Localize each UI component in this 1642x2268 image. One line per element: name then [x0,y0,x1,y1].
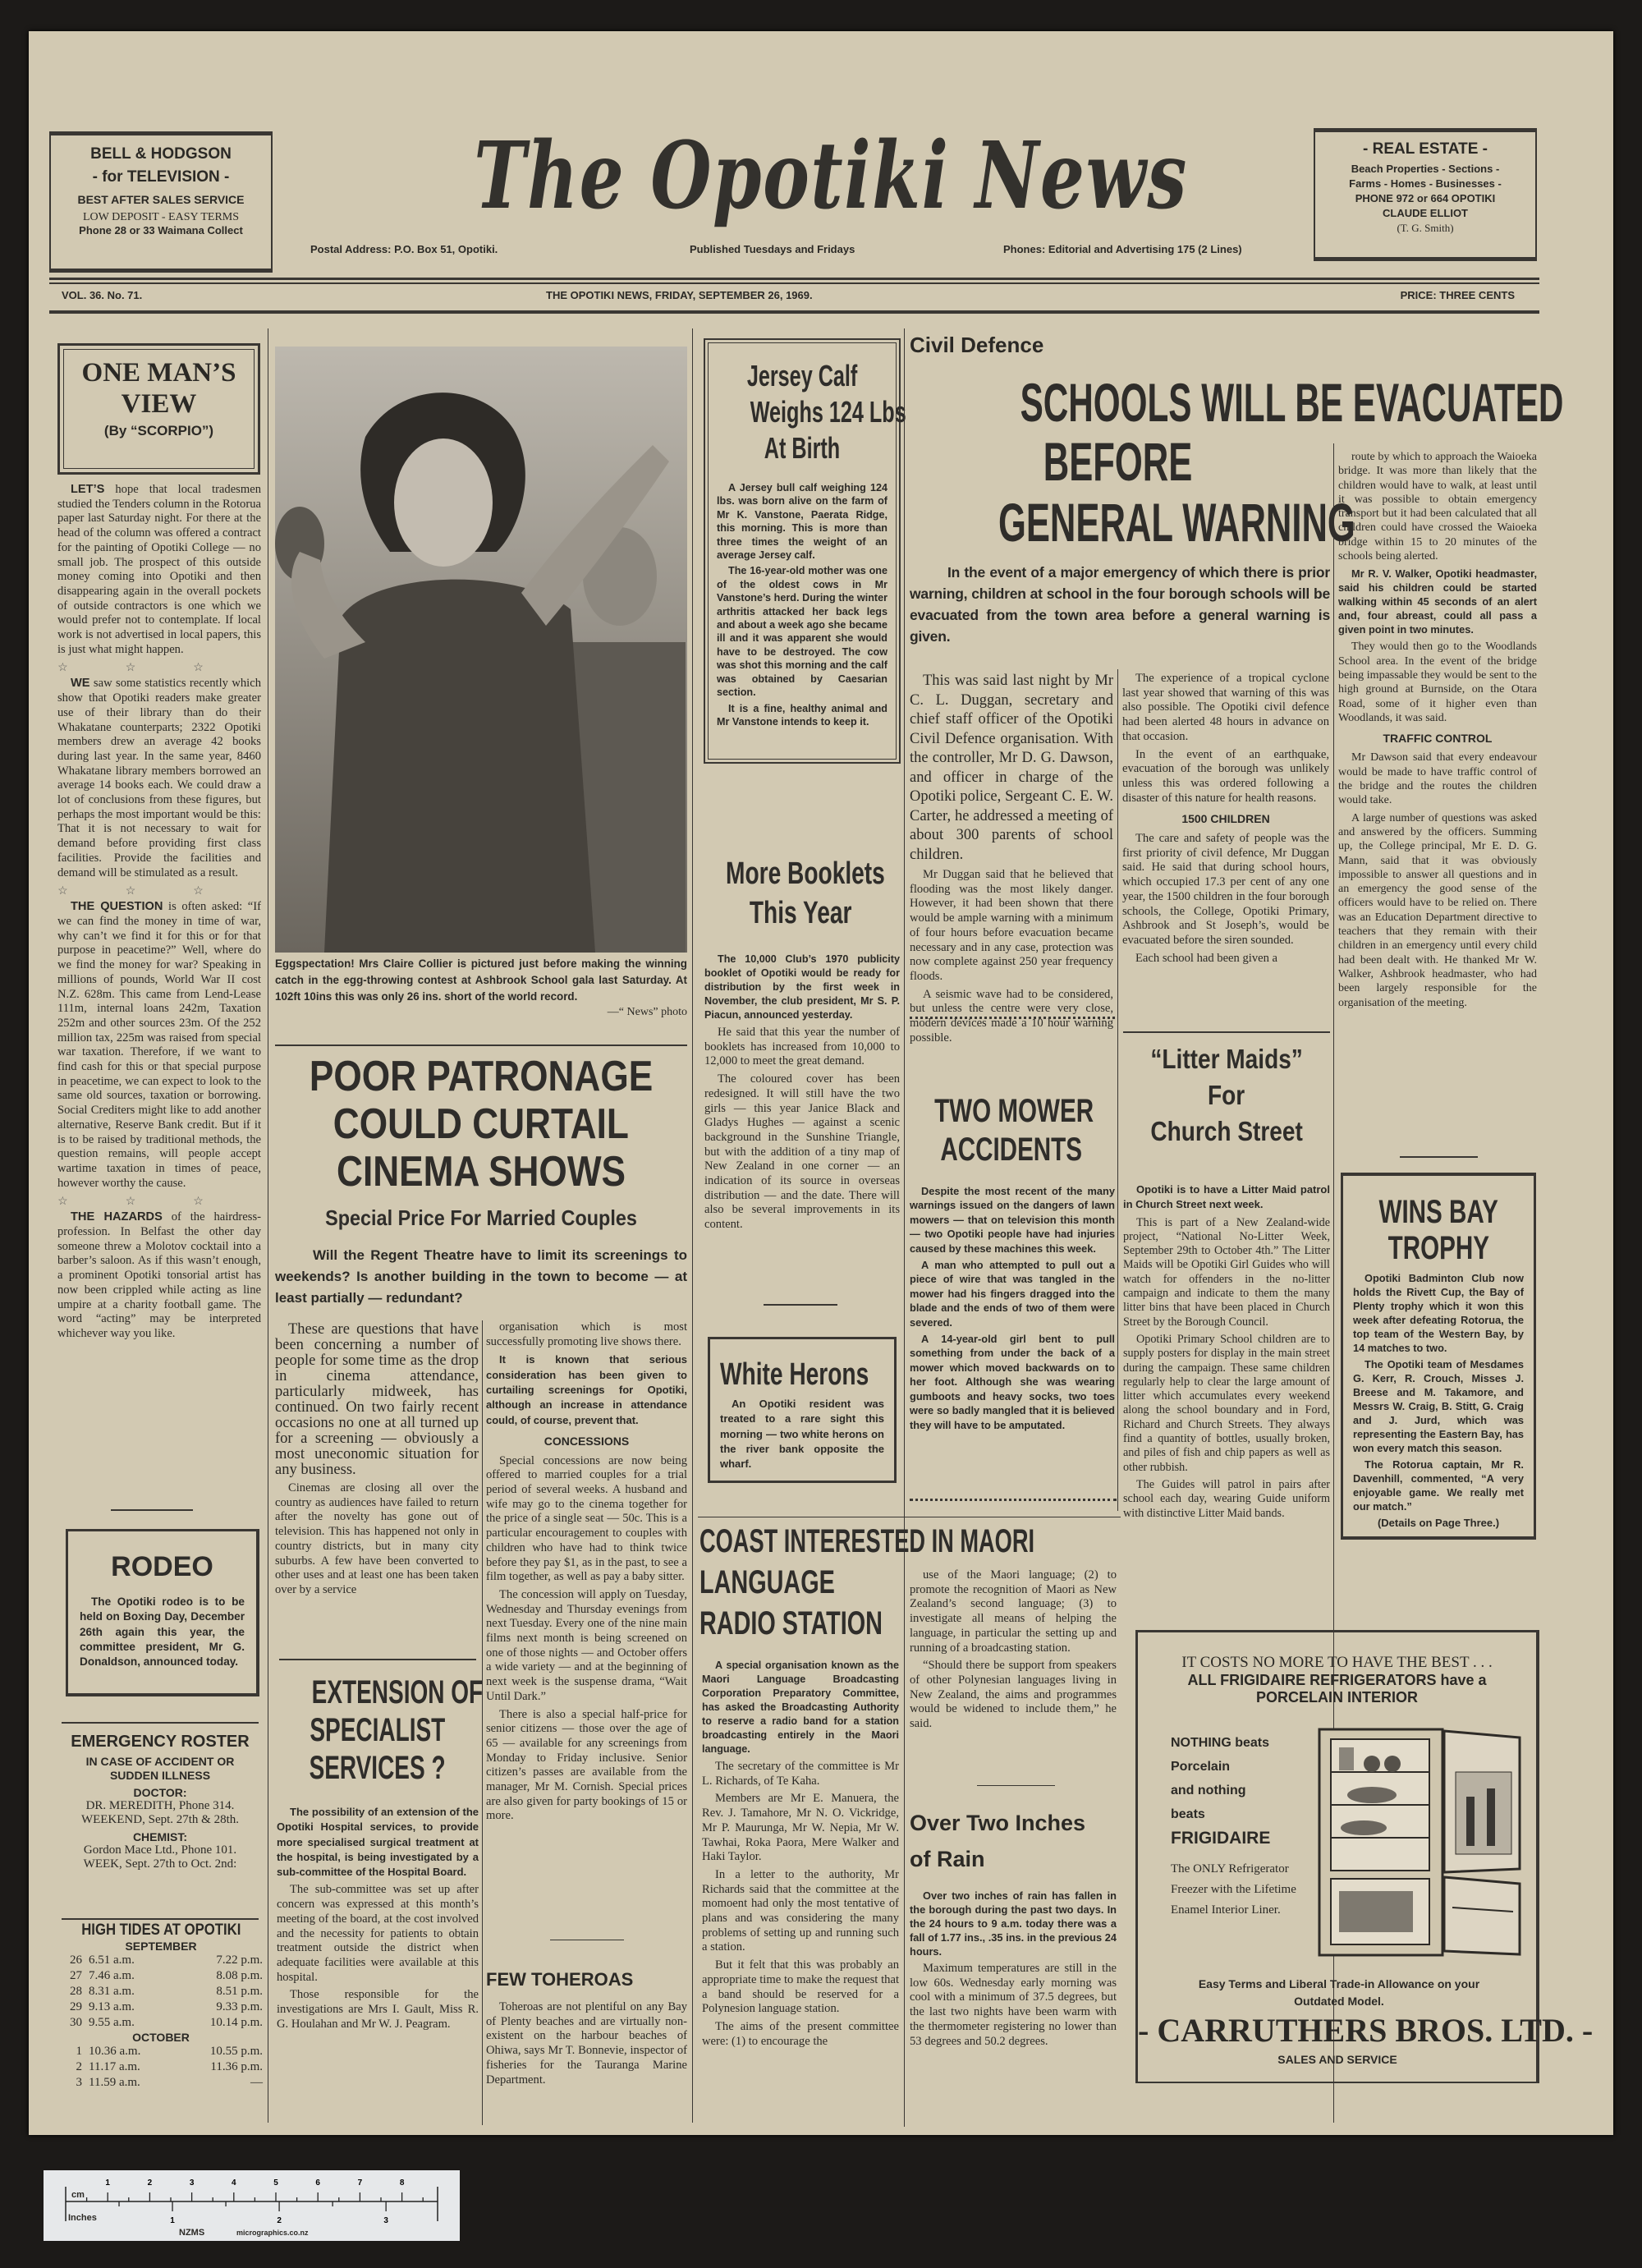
paragraph: A man who attempted to pull out a piece of wire that was tangled in the mower had his fingers dragged into the blade and the ends of two of them were severed. [910,1259,1115,1329]
newspaper-title: The Opotiki News [474,122,1188,230]
headline-text: For [1208,1080,1245,1110]
photo-caption-block [275,956,687,1019]
tide-day: 28 [70,1985,82,1998]
paragraph: The Rotorua captain, Mr R. Davenhill, commented, “A very enjoyable game. We really met our match.” [1353,1458,1524,1513]
headline-text: LANGUAGE [699,1564,835,1600]
paragraph-group [486,2000,687,2087]
column-divider [904,1565,905,2127]
toheroas-headline: FEW TOHEROAS [486,1969,634,1990]
headline-text: More Booklets [726,856,885,891]
tide-row [56,1953,266,1968]
ad-line: (T. G. Smith) [1397,222,1454,234]
postal-address: Postal Address: P.O. Box 51, Opotiki. [310,243,498,255]
herons-box [708,1337,897,1483]
booklets-article [704,953,900,1297]
phone-numbers: Phones: Editorial and Advertising 175 (2 Lines) [1003,243,1242,255]
paragraph: The coloured cover has been redesigned. It will still have the two girls — this year Janice Black and Gladys Hughes — against a scenic background in the Sunshine Triangle, but with the addition of a tiny map of New Zealand in one corner — an indication of its source in overseas distribution — and the date. There will also be several improvements in its content. [704,1072,900,1232]
paragraph: They would then go to the Woodlands School area. In the event of the bridge being impassable they would be sent to the high ground at Burnside, on the Otara Road, some of it higher even than Woodlands, it was said. [1338,640,1537,724]
paragraph-group [910,1568,1117,1732]
headline-text: This Year [749,896,852,930]
headline-line [717,430,888,466]
paragraph: Opotiki Primary School children are to supply posters for display in the main street during the campaign. These same children regularly help to clear the large amount of litter which accumulates every weekend along the school boundary and in Ford, Richard and Church Streets. They always find a quantity of bottles, usually broken, and piles of fish and chip papers as well as other rubbish. [1123,1332,1330,1474]
tide-row [56,2059,266,2075]
civil-headline-1 [906,370,1564,435]
paragraph: In the event of an earthquake, evacuation of the borough was unlikely unless this was ordered following a disaster of this nature for health reasons. [1122,747,1329,805]
headline-line [698,854,903,893]
cm-tick-label: 2 [147,2178,153,2188]
paragraph-group [704,1026,900,1233]
headline-text: At Birth [764,431,841,465]
paragraph-group [1122,832,1329,966]
tides-table-october [56,2044,266,2091]
paragraph: The care and safety of people was the first priority of civil defence, Mr Duggan said. He said that during school hours, which occupied 17.3 per cent of any one year, the 1500 children in the four borough schools, the College, Opotiki Primary, Ashbrook and St Joseph’s, would be evacuated before the siren sounded. [1122,832,1329,947]
headline-text: Jersey Calf [746,359,858,393]
ad-line: BEST AFTER SALES SERVICE [77,193,245,206]
column-title: VIEW [121,389,197,419]
inch-tick-label: 3 [383,2216,388,2225]
headline-text: Special Price For Married Couples [325,1205,637,1230]
tide-pm: 10.55 p.m. [209,2045,263,2058]
hospital-headline [275,1673,484,1787]
headline-text: COAST INTERESTED IN MAORI [699,1523,1035,1559]
paragraph-group [1338,640,1537,725]
headline-line [906,1131,1116,1169]
headline-line [275,1749,480,1787]
rain-article [910,1889,1117,2125]
doctor-weekend: WEEKEND, Sept. 27th & 28th. [80,1813,240,1826]
paragraph: The concession will apply on Tuesday, Wednesday and Thursday evenings from next Tuesday. Every one of the nine main films next month is being screened on one of those nights — and October offers a wide variety — and at the beginning of next week is the suspense drama, “Wait Until Dark.” [486,1587,687,1703]
cinema-intro: Will the Regent Theatre have to limit its screenings to weekends? Is another building in the town to become — at least partially — redundant? [275,1247,687,1306]
hospital-article [277,1805,479,2125]
ad-line: PHONE 972 or 664 OPOTIKI [1355,192,1496,204]
paragraph: Special concessions are now being offered to married couples for a trial period of several weeks. A husband and wife may go to the cinema together for the price of a single seat — 50c. This is a particular encouragement to couples with children who have had to think twice before they pay $1, as in the past, to see a film together, as well as pay a baby sitter. [486,1453,687,1584]
headline-text: CINEMA SHOWS [337,1148,626,1196]
headline-text: BEFORE [1043,431,1193,492]
headline-line [275,1148,687,1196]
headline-line [1121,1077,1332,1113]
column-divider [482,1320,483,2125]
ad-line: BELL & HODGSON [90,145,232,163]
headline-text: POOR PATRONAGE [309,1053,654,1100]
civil-intro: In the event of a major emergency of which there is prior warning, children at school in the four borough schools will be evacuated from the town area before a general warning is given. [910,564,1330,645]
trophy-footer: (Details on Page Three.) [1377,1517,1500,1529]
headline-line [1121,1041,1332,1077]
herons-text: An Opotiki resident was treated to a rare sight this morning — two white herons on the river bank opposite the wharf. [720,1398,884,1471]
maori-article [702,1659,899,2125]
headline-line [1121,1113,1332,1150]
cm-tick-label: 1 [105,2178,110,2188]
roster-title: EMERGENCY ROSTER [71,1733,250,1751]
headline-text: EXTENSION OF [311,1674,484,1710]
paragraph: route by which to approach the Waioeka bridge. It was more than likely that the children would have to walk, at least until it was possible to obtain emergency transport but it had been calculated that all children could have crossed the Waioeka bridge within 15 to 20 minutes of the schools being alerted. [1338,451,1537,563]
paragraph: These are questions that have been concerning a number of people for some time as the drop in cinema attendance, particularly midweek, has continued. On two fairly recent occasions no one at all turned up for a screening — obviously a most uneconomic situation for any business. [275,1321,479,1478]
paragraph-group [702,1760,899,2049]
paragraph: A large number of questions was asked and answered by the officers. Summing up, the College principal, Mr E. D. G. Mann, said that it was obviously impossible to answer all questions and in an emergency the good sense of the officers would have to be relied on. There was an Education Department directive to teachers that they remain with their children in an emergency until every child had been dealt with. He thanked Mr W. Walker, Ashbrook headmaster, who had been largely responsible for the organisation of the meeting. [1338,811,1537,1009]
chemist-label: CHEMIST: [132,1830,188,1843]
paragraph-bold: The possibility of an extension of the Opotiki Hospital services, to provide more specialised surgical treatment at the hospital, is being investigated by a sub-committee of the Hospital Board. [277,1806,479,1879]
pitch-line: and nothing [1171,1784,1246,1797]
photo-egg-throwing [275,347,687,953]
divider [62,1722,259,1724]
tides-month: SEPTEMBER [125,1940,197,1953]
paragraph: The Guides will patrol in pairs after school each day, wearing Guide uniform with distinctive Litter Maid bands. [1123,1477,1330,1520]
column-byline: (By “SCORPIO”) [103,423,214,438]
ad-terms: Easy Terms and Liberal Trade-in Allowance on your Outdated Model. [1198,1977,1480,2008]
subheading: 1500 CHILDREN [1181,812,1270,826]
headline-line [906,492,1355,553]
ad-line: Beach Properties - Sections - [1351,163,1500,175]
ad-company: - CARRUTHERS BROS. LTD. - [1138,2012,1594,2049]
star-separator: ☆☆☆ [57,885,261,898]
headline-line [275,1673,484,1711]
paragraph: It is a fine, healthy animal and Mr Vanstone intends to keep it. [717,702,888,728]
divider [977,1785,1055,1786]
dotted-rule [910,1017,1115,1026]
headline-text: “Litter Maids” [1150,1044,1303,1074]
paragraph: Mr Dawson said that every endeavour would be made to have traffic control of the bridge and the routes the children would take. [1338,751,1537,807]
paragraph-bold: It is known that serious consideration has been given to curtailing screenings for Opotiki, although an increase in attendance could, of course, prevent that. [486,1353,687,1426]
paragraph: Each school had been given a [1135,951,1278,965]
column-divider [1117,669,1118,1511]
divider [1400,1156,1478,1158]
litter-headline [1121,1041,1332,1150]
paragraph-group [1123,1216,1330,1521]
tide-am: 9.55 a.m. [89,2016,135,2029]
rodeo-text: The Opotiki rodeo is to be held on Boxing Day, December 26th again this year, the committee president, Mr G. Donaldson, announced today. [80,1595,245,1669]
item-text: saw some statistics recently which show that Opotiki readers make greater use of their library than do their Whakatane counterparts; 2322 Opotiki members drew an average 42 books during last year. In the same year, 8460 Whakatane library members borrowed an average 14 books each. We could draw a lot of conclusions from these figures, but perhaps the most important would be this: That it is not necessary to wait for demand before providing first class facilities. Provide the facilities and demand will be stimulated as a result. [57,677,261,879]
paragraph: Opotiki Badminton Club now holds the Rivett Cup, the Bay of Plenty trophy which it won this week after defeating Rotorua, the top team of the Western Bay, by 14 matches to two. [1353,1272,1524,1354]
maori-article-continued [910,1568,1117,1780]
pitch-line: Porcelain [1171,1760,1231,1774]
tide-day: 2 [76,2060,82,2073]
headline-text: SPECIALIST [310,1712,446,1748]
photo-credit: —“ News” photo [607,1006,687,1018]
tide-row [56,2044,266,2059]
subheading: CONCESSIONS [544,1434,630,1448]
inch-tick-label: 1 [170,2216,175,2225]
paragraph: The Opotiki team of Mesdames G. Kerr, R. Crouch, Misses J. Breese and M. Takamore, and Messrs W. Craig, B. Stitt, G. Craig and J. Jurd, which was representing the Eastern Bay, has won every match this season. [1353,1358,1524,1454]
litter-article [1123,1182,1330,1520]
subheading: TRAFFIC CONTROL [1383,732,1493,746]
tide-am: 9.13 a.m. [89,2000,135,2013]
civil-column-b [1122,672,1329,1028]
headline-text: Church Street [1150,1116,1303,1146]
headline-line [717,358,888,394]
tide-row [56,1968,266,1984]
item-text: hope that local tradesmen studied the Tenders column in the Rotorua paper last Saturday night. For there at the head of the column was offered a contract for the painting of Opotiki College — no small job. The prospect of this outside money coming into Opotiki and then disappearing again in the overall pockets of outside contractors is one which we would prefer not to contemplate. If local work is not advertised in local papers, this is just what might happen. [57,483,261,656]
chemist-name: Gordon Mace Ltd., Phone 101. [83,1843,237,1857]
scorpio-item [57,677,261,880]
paragraph: Toheroas are not plentiful on any Bay of Plenty beaches and are virtually non-existent on the harbour beaches of Ohiwa, says Mr T. Bonnevie, inspector of fisheries for the Tauranga Marine Department. [486,2000,687,2087]
paragraph: A 14-year-old girl bent to pull something from under the back of a mower which moved backwards on to her foot. Although she was wearing gumboots and heavy socks, two toes were so badly mangled that it is believed they will have to be amputated. [910,1333,1115,1431]
ad-only: The ONLY Refrigerator Freezer with the Lifetime Enamel Interior Liner. [1171,1862,1296,1917]
paragraph: Those responsible for the investigations are Mrs I. Gault, Miss R. G. Houlahan and Mr W. J. Peagram. [277,1988,479,2031]
calf-box [704,338,906,764]
scorpio-item [57,1210,261,1341]
mower-article [910,1184,1115,1488]
tide-pm: — [250,2076,263,2089]
paragraph: There is also a special half-price for senior citizens — those over the age of 65 — available for any screenings from Monday to Friday inclusive. Senior citizen’s passes are available from the manager, Mr M. Cornish. Special prices are also given for party bookings of 15 or more. [486,1707,687,1823]
calf-headline [717,358,906,466]
tide-am: 6.51 a.m. [89,1954,135,1967]
ad-line: - REAL ESTATE - [1363,140,1488,158]
herons-headline [720,1357,884,1392]
star-separator: ☆☆☆ [57,1196,261,1209]
ad-pitch [1171,1731,1310,1850]
cinema-subhead [275,1205,687,1231]
headline-line [275,1100,687,1148]
headline-text: COULD CURTAIL [333,1100,630,1148]
tide-pm: 9.33 p.m. [216,2000,263,2013]
price: PRICE: THREE CENTS [1400,289,1515,301]
ad-line: - for TELEVISION - [92,168,230,186]
cinema-column-2 [486,1320,687,1932]
paragraph-bold: Mr R. V. Walker, Opotiki headmaster, said his children could be started walking within 45 seconds of an alert and, four abreast, could all pass a given point in two minutes. [1338,567,1537,636]
headline-text: White Herons [720,1357,869,1392]
paragraph: use of the Maori language; (2) to promote the recognition of Maori as New Zealand’s second language; (3) to investigate all means of helping the language, in particular the setting up and running of a broadcasting station. [910,1568,1117,1655]
paragraph-group [486,1454,687,1825]
column-title-box [57,343,260,475]
paragraph: The aims of the present committee were: (1) to encourage the [702,2019,899,2048]
tides-table-september [56,1953,266,2031]
cm-tick-label: 4 [232,2178,236,2188]
divider [279,1659,476,1660]
pitch-line: beats [1171,1807,1205,1821]
tide-am: 11.59 a.m. [89,2076,140,2089]
frigidaire-ad [1135,1630,1594,2083]
divider [62,1918,259,1920]
civil-kicker: Civil Defence [910,333,1044,357]
scorpio-item [57,483,261,657]
headline-line: Over Two Inches [910,1811,1086,1835]
tide-row [56,1984,266,1999]
tides-title [56,1921,266,1940]
trophy-box [1341,1173,1536,1540]
divider [275,1044,687,1046]
mower-headline [906,1092,1116,1169]
cm-tick-label: 6 [315,2178,320,2188]
headline-line [1353,1230,1524,1266]
paragraph: He said that this year the number of booklets has increased from 10,000 to 12,000 to meet the great demand. [704,1026,900,1068]
ad-line: CLAUDE ELLIOT [1383,207,1468,219]
paragraph-bold: Opotiki is to have a Litter Maid patrol in Church Street next week. [1123,1183,1330,1211]
item-lead: THE HAZARDS [71,1210,163,1224]
column-title: ONE MAN’S [81,358,236,388]
headline-text: SERVICES ? [310,1750,446,1786]
civil-column-a [910,672,1113,1044]
tides-month: OCTOBER [132,2031,190,2044]
paragraph-group [1338,450,1537,563]
headline-text: WINS BAY [1378,1194,1498,1230]
paragraph-group [717,481,888,728]
paragraph: This is part of a New Zealand-wide project, “National No-Litter Week, September 29th to October 4th.” The Litter Maids will be Opotiki Girl Guides who will watch for offenders in the no-litter campaign and indicate to them the many litter bins that have been placed in Church Street by the Borough Council. [1123,1215,1330,1329]
headline-text: GENERAL WARNING [998,492,1355,553]
tide-day: 26 [70,1954,82,1967]
booklets-headline [698,854,903,933]
paragraph-bold: Over two inches of rain has fallen in the borough during the past two days. In the 24 hours to 9 a.m. today there was a fall of 1.77 ins., .35 ins. in the previous 24 hours. [910,1889,1117,1958]
masthead-rule [49,310,1539,314]
masthead-rule [49,282,1539,284]
item-lead: THE QUESTION [71,900,163,914]
ad-tagline: SALES AND SERVICE [1277,2053,1397,2066]
tide-am: 7.46 a.m. [89,1969,135,1982]
paragraph-bold: The 10,000 Club’s 1970 publicity booklet of Opotiki would be ready for distribution by the first week in November, the club president, Mr S. P. Piacun, announced yesterday. [704,953,900,1021]
trophy-headline [1353,1194,1524,1266]
tide-am: 11.17 a.m. [89,2060,140,2073]
ad-line-3: PORCELAIN INTERIOR [1255,1689,1418,1706]
headline-text: TROPHY [1387,1230,1489,1266]
masthead-rule [49,278,1539,280]
emergency-roster [57,1733,263,1871]
headline-line [275,1711,480,1749]
doctor-label: DOCTOR: [133,1786,187,1799]
rain-headline [910,1805,1123,1877]
pitch-line: NOTHING beats [1171,1736,1270,1750]
paragraph-group [277,1883,479,2032]
civil-column-c [1338,450,1537,1146]
divider [1123,1031,1330,1033]
cm-tick-label: 8 [399,2178,405,2188]
tides-title-text: HIGH TIDES AT OPOTIKI [80,1921,241,1939]
inches-label: Inches [68,2213,97,2223]
scorpio-item [57,900,261,1191]
cm-label: cm [71,2190,85,2200]
chemist-week: WEEK, Sept. 27th to Oct. 2nd: [83,1857,237,1871]
column-divider [692,328,693,2123]
ruler-site: micrographics.co.nz [236,2229,309,2237]
paragraph: organisation which is most successfully promoting live shows there. [486,1320,687,1348]
inch-tick-label: 2 [277,2216,282,2225]
volume-number: VOL. 36. No. 71. [62,289,143,301]
paragraph: Despite the most recent of the many warnings issued on the dangers of lawn mowers — that on television this month — two Opotiki people have had injuries caused by these machines this week. [910,1185,1115,1255]
tide-pm: 10.14 p.m. [209,2016,263,2029]
headline-line: of Rain [910,1847,985,1871]
ad-bell-hodgson [49,131,273,273]
paragraph: A Jersey bull calf weighing 124 lbs. was born alive on the farm of Mr K. Vanstone, Paerata Ridge, this morning. This is more than three times the weight of an average Jersey calf. [717,482,888,562]
ad-line-2: ALL FRIGIDAIRE REFRIGERATORS have a [1187,1672,1487,1688]
headline-text: TWO MOWER [934,1093,1094,1129]
tide-row [56,2015,266,2031]
high-tides [56,1921,266,2091]
pitch-line: FRIGIDAIRE [1171,1829,1271,1848]
headline-line [275,1053,687,1100]
photo-caption: Eggspectation! Mrs Claire Collier is pictured just before making the winning catch in the egg-throwing contest at Ashbrook School gala last Saturday. At 102ft 10ins this was only 26 ins. short of the world record. [275,957,687,1003]
tide-pm: 11.36 p.m. [210,2060,263,2073]
paragraph: This was said last night by Mr C. L. Duggan, secretary and chief staff officer of the Opotiki Civil Defence organisation. With the controller, Mr D. G. Dawson, and officer in charge of the Opotiki police, Sergeant C. E. W. Carter, he addressed a meeting of about 300 parents of school children. [910,673,1113,863]
headline-line [906,431,1329,492]
paragraph-group [275,1481,479,1598]
tide-pm: 8.51 p.m. [216,1985,263,1998]
item-lead: LET’S [71,483,105,496]
rodeo-headline: RODEO [111,1551,213,1582]
paragraph: Mr Duggan said that he believed that flooding was the most likely danger. However, it had been shown that there would be ample warning with a minimum of four hours before evacuation became necessary and in any case, protection was now complete against 250 year frequency floods. [910,868,1113,983]
paragraph-group [1353,1271,1524,1513]
scorpio-column [57,483,261,1499]
paragraph: The secretary of the committee is Mr L. Richards, of Te Kaha. [702,1760,899,1788]
ad-real-estate [1314,128,1537,261]
tide-day: 29 [70,2000,82,2013]
paragraph-group [1122,672,1329,806]
headline-line [1353,1194,1524,1230]
scale-ruler [44,2170,460,2241]
headline-line [698,893,903,933]
cm-tick-label: 3 [189,2178,195,2188]
headline-text: SCHOOLS WILL BE EVACUATED [1020,372,1564,433]
cinema-column-1 [275,1322,479,1655]
paragraph: “Should there be support from speakers of other Polynesian languages living in New Zealand, the aims and programmes would be widened to include them,” he said. [910,1659,1117,1731]
cinema-headline [275,1053,687,1196]
paragraph-bold: A special organisation known as the Maori Language Broadcasting Corporation Preparatory Committee, has asked the Broadcasting Authority to reserve a radio band for a station broadcasting entirely in the Maori language. [702,1660,899,1755]
paragraph: Cinemas are closing all over the country as audiences have failed to return after the novelty has gone out of television. This has happened not only in country districts, but in many city suburbs. A few have been converted to other uses and at least one has been taken over by a service [275,1481,479,1596]
tide-row [56,2075,266,2091]
divider [764,1304,837,1306]
divider [111,1509,193,1511]
ad-line: LOW DEPOSIT - EASY TERMS [82,211,240,223]
publication-days: Published Tuesdays and Fridays [690,243,855,255]
paragraph-group [486,1320,687,1349]
ad-line-1: IT COSTS NO MORE TO HAVE THE BEST . . . [1181,1654,1493,1671]
tide-day: 30 [70,2016,82,2029]
tide-pm: 7.22 p.m. [216,1954,263,1967]
tide-am: 8.31 a.m. [89,1985,135,1998]
paragraph: A seismic wave had to be considered, but unless the centre were very close, modern devices made a 10 hour warning possible. [910,987,1113,1044]
rodeo-box [66,1529,259,1696]
cm-tick-label: 5 [273,2178,278,2188]
roster-subtitle: IN CASE OF ACCIDENT OR SUDDEN ILLNESS [85,1755,235,1782]
dotted-rule [910,1499,1117,1508]
newspaper-title-wrap [361,115,1232,238]
ad-line: Farms - Homes - Businesses - [1349,177,1502,190]
refrigerator-illustration [1314,1723,1528,1961]
paragraph: Maximum temperatures are still in the low 60s. Wednesday early morning was cool with a minimum of 37.5 degrees, but the last two nights have been warm with the thermometer registering no lower than 53 degrees and 50.2 degrees. [910,1962,1117,2048]
paragraph: Members are Mr E. Manuera, the Rev. J. Tamahore, Mr N. O. Vickridge, Mr P. Maurunga, Mr W. Nepia, Mr W. Tawhai, Roka Paora, Mere Walker and Haki Taylor. [702,1792,899,1864]
tide-day: 3 [76,2076,82,2089]
ruler-brand: NZMS [179,2228,205,2238]
headline-text: Weighs 124 Lbs [750,395,906,429]
cm-tick-label: 7 [357,2178,363,2188]
ad-line: Phone 28 or 33 Waimana Collect [79,224,243,236]
star-separator: ☆☆☆ [57,662,261,675]
headline-text: RADIO STATION [699,1605,883,1641]
item-text: is often asked: “If we can find the money in time of war, why can’t we find it for this or for that purpose in peacetime?” Well, where do we find the money for war? Speaking in millions of pounds, World War II cost N.Z. 628m. This came from Lend-Lease 111m, internal loans 242m, Taxation 252m and other sources 23m. Of the 252 million tax, 225m was raised from special war taxation. Therefore, if we want to find cash for this or that special purpose in peacetime, we can expect to look to the same old sources, taxation or borrowing. Social Crediters might like to add another alternative, Reserve Bank credit. But if it is to be raised by traditional methods, the question remains, will people accept wartime taxation in times of peace, however worthy the cause. [57,900,262,1190]
headline-line [717,394,906,430]
item-text: of the hairdress-profession. In Belfast the other day someone threw a Molotov cocktail into a barber’s saloon. As if this wasn’t enough, a prominent Opotiki tonsorial artist has now been crippled while acting as line umpire at a charity football game. The word “acting” may be interpreted whichever way you like. [57,1210,261,1340]
paragraph: The sub-committee was set up after concern was expressed at this month’s meeting of the board, at the cost involved and the necessity for patients to obtain treatment outside the district when adequate facilities were available at this hospital. [277,1883,479,1984]
headline-line [906,1092,1116,1131]
dateline: THE OPOTIKI NEWS, FRIDAY, SEPTEMBER 26, 1969. [546,289,813,301]
item-lead: WE [71,677,90,691]
headline-line [699,1521,1114,1562]
toheroas-article [486,2000,687,2123]
tide-day: 27 [70,1969,82,1982]
paragraph: In a letter to the authority, Mr Richards said that the committee at the momoent had only the most tentative of plans and was considering the many problems of setting up and running such a station. [702,1867,899,1954]
doctor-name: DR. MEREDITH, Phone 314. [85,1799,235,1812]
headline-text: ACCIDENTS [940,1132,1082,1168]
paragraph: The 16-year-old mother was one of the oldest cows in Mr Vanstone’s herd. During the winter arthritis attacked her back legs and about a week ago she became ill and it was apparent she would have to be destroyed. The cow was shot this morning and the calf was obtained by Caesarian section. [717,565,888,699]
paragraph: The experience of a tropical cyclone last year showed that warning of this was also possible. The Opotiki civil defence had been alerted 48 hours in advance on that occasion. [1122,672,1329,743]
tide-row [56,1999,266,2015]
paragraph: But it felt that this was probably an appropriate time to make the request that a band should be reserved for a Polynesion language station. [702,1958,899,2016]
tide-pm: 8.08 p.m. [216,1969,263,1982]
photo-image [275,347,687,953]
tide-am: 10.36 a.m. [89,2045,141,2058]
tide-day: 1 [76,2045,82,2058]
paragraph-group [1338,751,1537,1009]
paragraph-group [910,1962,1117,2049]
civil-headline-2 [906,431,1355,553]
